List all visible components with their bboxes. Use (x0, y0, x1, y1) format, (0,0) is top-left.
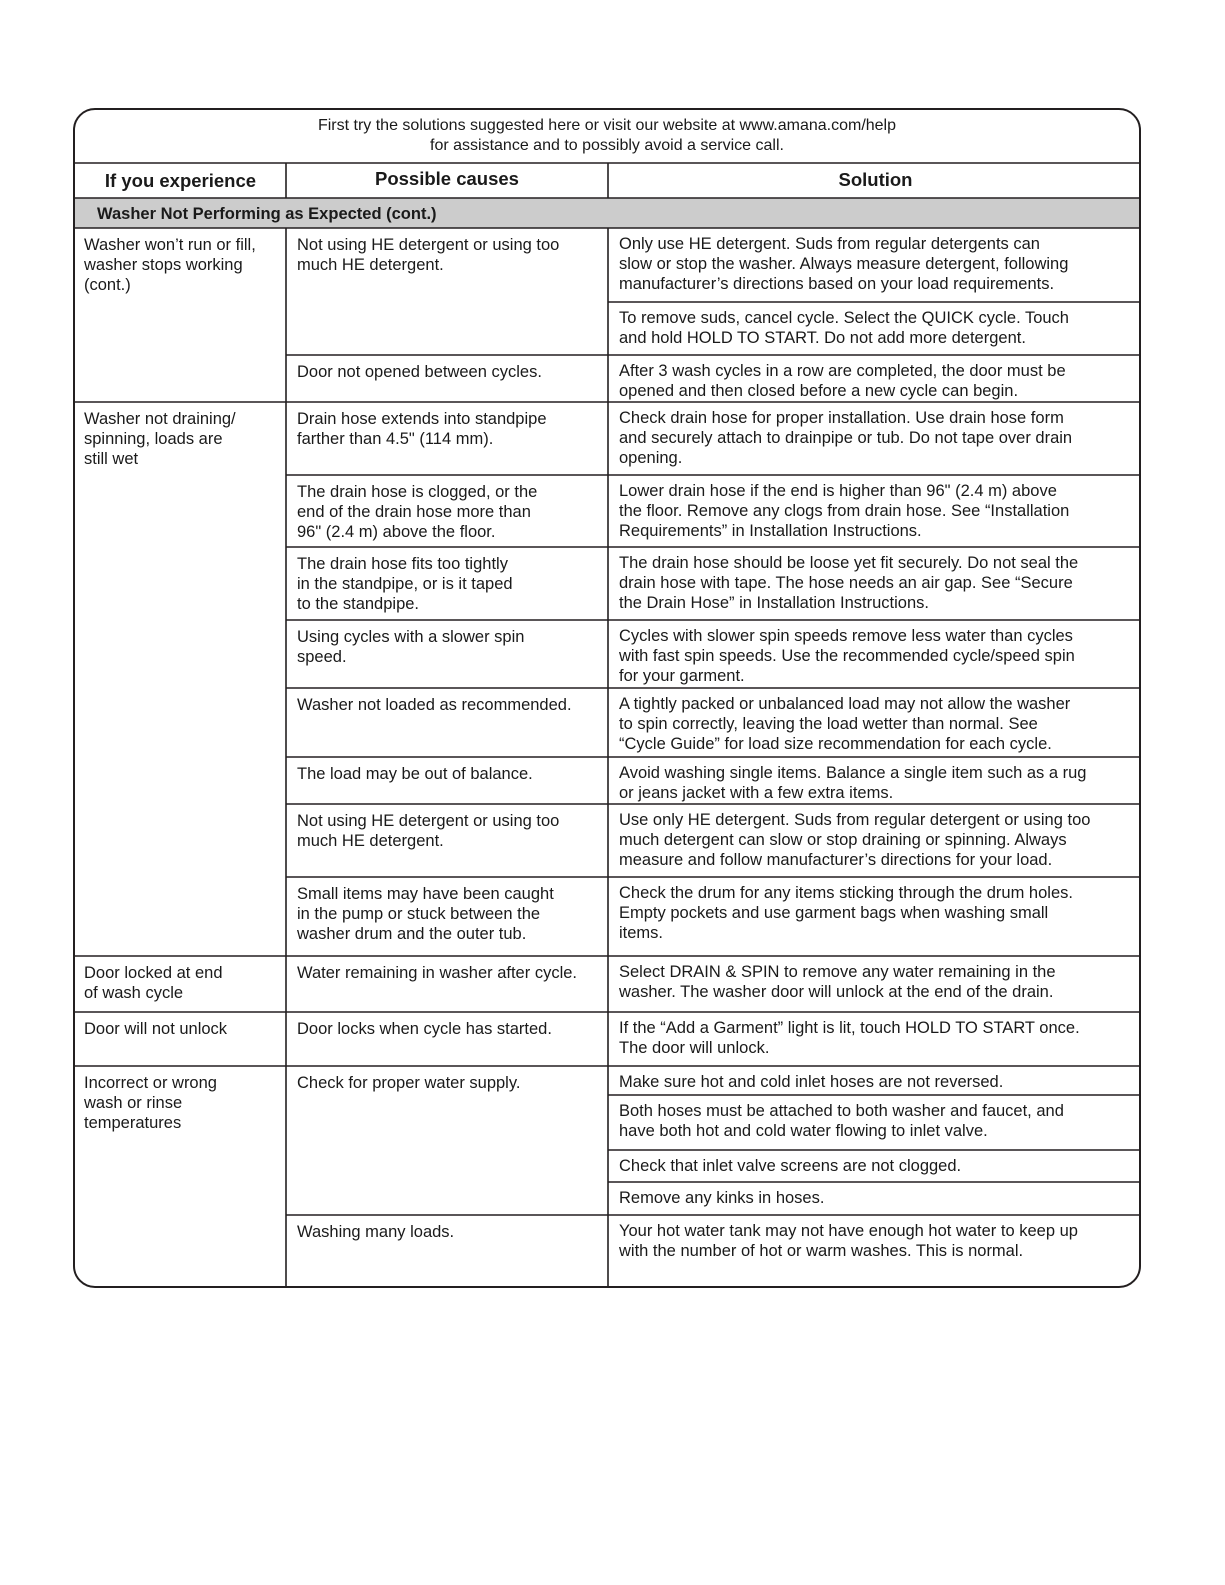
solution-text: Only use HE detergent. Suds from regular detergents can slow or stop the washer. Always measure detergent, following manufacturer’s directions based on your load requirements. (619, 235, 1069, 293)
cause-text: Check for proper water supply. (297, 1074, 521, 1092)
cause-text: Water remaining in washer after cycle. (297, 964, 577, 982)
cause-text: The load may be out of balance. (297, 765, 533, 783)
header-solution: Solution (838, 169, 913, 190)
cause-text: Small items may have been caught in the pump or stuck between the washer drum and the outer tub. (297, 885, 554, 943)
solution-text: Check that inlet valve screens are not clogged. (619, 1157, 962, 1175)
section-title: Washer Not Performing as Expected (cont.) (97, 205, 437, 223)
experience-text: Incorrect or wrong wash or rinse temperatures (84, 1074, 217, 1132)
solution-text: The drain hose should be loose yet fit securely. Do not seal the drain hose with tape. The hose needs an air gap. See “Secure the Drain Hose” in Installation Instructions. (619, 554, 1079, 612)
experience-text: Washer won’t run or fill, washer stops working (cont.) (84, 236, 256, 294)
cause-text: Drain hose extends into standpipe farther than 4.5" (114 mm). (297, 410, 547, 448)
solution-text: Use only HE detergent. Suds from regular detergent or using too much detergent can slow or stop draining or spinning. Always measure and follow manufacturer’s directions for your load. (619, 811, 1091, 869)
solution-text: Check the drum for any items sticking through the drum holes. Empty pockets and use garment bags when washing small items. (619, 884, 1073, 942)
cause-text: Washer not loaded as recommended. (297, 696, 572, 714)
solution-text: Make sure hot and cold inlet hoses are not reversed. (619, 1073, 1004, 1091)
experience-text: Door will not unlock (84, 1020, 228, 1038)
cause-text: Door not opened between cycles. (297, 363, 542, 381)
solution-text: Check drain hose for proper installation. Use drain hose form and securely attach to drainpipe or tub. Do not tape over drain opening. (619, 409, 1073, 467)
solution-text: If the “Add a Garment” light is lit, touch HOLD TO START once. The door will unlock. (619, 1019, 1080, 1057)
cause-text: Door locks when cycle has started. (297, 1020, 552, 1038)
solution-text: Cycles with slower spin speeds remove less water than cycles with fast spin speeds. Use the recommended cycle/speed spin for your garment. (619, 627, 1075, 685)
header-possible-causes: Possible causes (375, 168, 519, 189)
intro-line-2: for assistance and to possibly avoid a service call. (430, 137, 784, 154)
cause-text: The drain hose is clogged, or the end of the drain hose more than 96" (2.4 m) above the floor. (297, 483, 538, 541)
solution-text: Both hoses must be attached to both washer and faucet, and have both hot and cold water flowing to inlet valve. (619, 1102, 1064, 1140)
cause-text: Not using HE detergent or using too much HE detergent. (297, 812, 560, 850)
solution-text: To remove suds, cancel cycle. Select the QUICK cycle. Touch and hold HOLD TO START. Do not add more detergent. (619, 309, 1069, 347)
cause-text: Not using HE detergent or using too much HE detergent. (297, 236, 560, 274)
header-experience: If you experience (104, 170, 257, 191)
solution-text: Your hot water tank may not have enough hot water to keep up with the number of hot or warm washes. This is normal. (619, 1222, 1078, 1260)
intro-line-1: First try the solutions suggested here or visit our website at www.amana.com/help (317, 117, 897, 134)
solution-text: Remove any kinks in hoses. (619, 1189, 825, 1207)
cause-text: Washing many loads. (297, 1223, 455, 1241)
solution-text: A tightly packed or unbalanced load may not allow the washer to spin correctly, leaving the load wetter than normal. See “Cycle Guide” for load size recommendation for each cycle. (619, 695, 1071, 753)
solution-text: After 3 wash cycles in a row are completed, the door must be opened and then closed before a new cycle can begin. (619, 362, 1066, 400)
intro-text (75, 110, 1139, 156)
solution-text: Lower drain hose if the end is higher than 96" (2.4 m) above the floor. Remove any clogs from drain hose. See “Installation Requirements” in Installation Instructions. (619, 482, 1070, 540)
cause-text: The drain hose fits too tightly in the standpipe, or is it taped to the standpipe. (297, 555, 513, 613)
solution-text: Select DRAIN & SPIN to remove any water remaining in the washer. The washer door will unlock at the end of the drain. (619, 963, 1056, 1001)
experience-text: Door locked at end of wash cycle (84, 964, 223, 1002)
solution-text: Avoid washing single items. Balance a single item such as a rug or jeans jacket with a few extra items. (619, 764, 1087, 802)
cause-text: Using cycles with a slower spin speed. (297, 628, 525, 666)
troubleshooting-table (73, 108, 1141, 1288)
experience-text: Washer not draining/ spinning, loads are still wet (84, 410, 236, 468)
